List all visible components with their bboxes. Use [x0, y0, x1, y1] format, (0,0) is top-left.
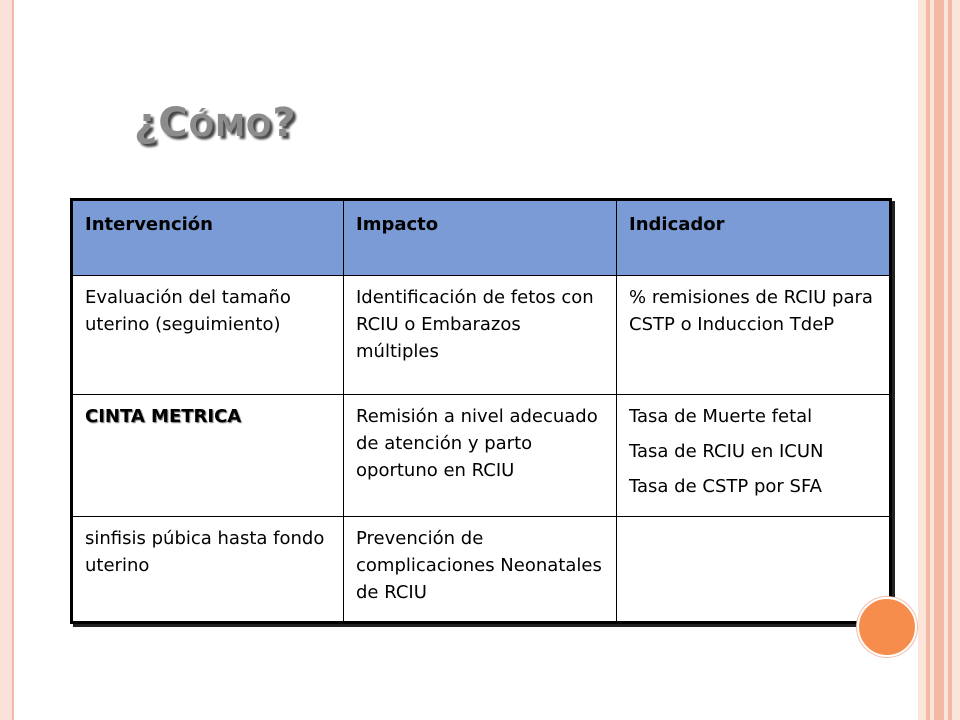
decorative-circle — [857, 597, 917, 657]
indicator-line: Tasa de CSTP por SFA — [629, 476, 822, 497]
cell-impacto: Prevención de complicaciones Neonatales de RCIU — [344, 517, 617, 622]
header-indicador: Indicador — [617, 201, 890, 276]
header-intervencion: Intervención — [73, 201, 344, 276]
cell-indicador — [617, 276, 890, 395]
indicator-line: Tasa de Muerte fetal — [629, 406, 813, 427]
left-decorative-border — [0, 0, 14, 720]
table-row — [73, 517, 890, 622]
cell-indicador-empty — [617, 517, 890, 622]
table-row — [73, 395, 890, 517]
table-header-row — [73, 201, 890, 276]
interventions-table — [70, 198, 892, 624]
right-decorative-border — [918, 0, 960, 720]
indicator-line: % remisiones de RCIU para CSTP o Induccion TdeP — [629, 287, 873, 335]
cell-intervencion: Evaluación del tamaño uterino (seguimiento) — [73, 276, 344, 395]
cell-indicador — [617, 395, 890, 517]
header-impacto: Impacto — [344, 201, 617, 276]
cell-intervencion: CINTA METRICA — [73, 395, 344, 517]
cell-intervencion: sinfisis púbica hasta fondo uterino — [73, 517, 344, 622]
slide-title: ¿CÓMO? — [134, 100, 297, 146]
cell-impacto: Remisión a nivel adecuado de atención y parto oportuno en RCIU — [344, 395, 617, 517]
table-row — [73, 276, 890, 395]
cell-impacto: Identificación de fetos con RCIU o Embarazos múltiples — [344, 276, 617, 395]
indicator-line: Tasa de RCIU en ICUN — [629, 441, 824, 462]
